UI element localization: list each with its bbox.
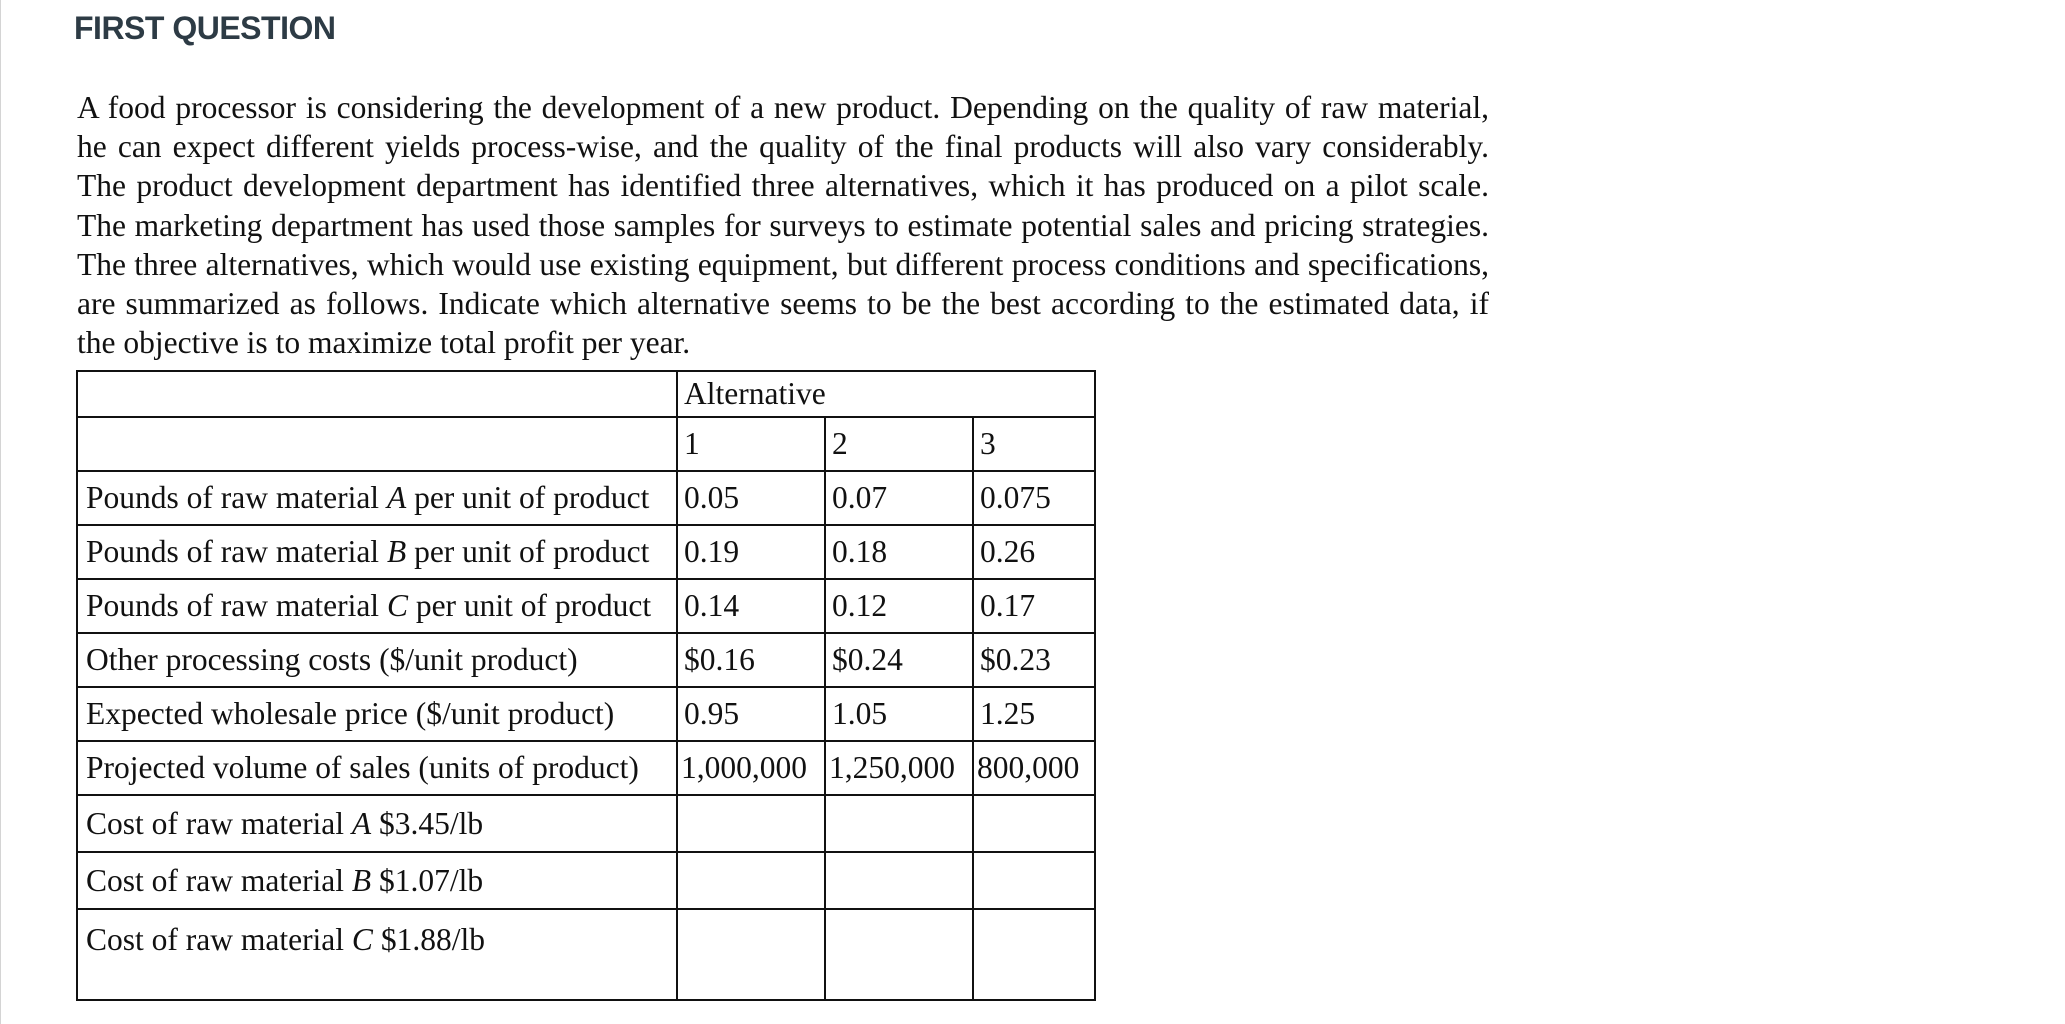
table-corner-cell: [77, 371, 677, 417]
row-value: [677, 852, 825, 909]
row-value: [677, 795, 825, 852]
row-value: 0.19: [677, 525, 825, 579]
column-header-2: 2: [825, 417, 973, 471]
row-value: 0.26: [973, 525, 1095, 579]
problem-statement: A food processor is considering the development of a new product. Depending on the quality of raw material, he can expect different yields process-wise, and the quality of the final products will also vary considerably. The product development department has identified three alternatives, which it has produced on a pilot scale. The marketing department has used those samples for surveys to estimate potential sales and pricing strategies. The three alternatives, which would use existing equipment, but different process conditions and specifications, are summarized as follows. Indicate which alternative seems to be the best according to the estimated data, if the objective is to maximize total profit per year.: [77, 90, 1489, 361]
table-column-header-row: [77, 417, 1095, 471]
row-value: 0.05: [677, 471, 825, 525]
row-value: [677, 909, 825, 1000]
row-label: Cost of raw material A $3.45/lb: [77, 795, 677, 852]
left-border-rule: [0, 0, 1, 1024]
table-row: [77, 579, 1095, 633]
row-label: Projected volume of sales (units of product): [77, 741, 677, 795]
row-label: Pounds of raw material A per unit of product: [77, 471, 677, 525]
row-value: 1.05: [825, 687, 973, 741]
column-header-1: 1: [677, 417, 825, 471]
row-value: [973, 909, 1095, 1000]
table-row: [77, 795, 1095, 852]
row-value: 0.075: [973, 471, 1095, 525]
row-label: Cost of raw material B $1.07/lb: [77, 852, 677, 909]
table-row: [77, 471, 1095, 525]
row-label: Pounds of raw material C per unit of product: [77, 579, 677, 633]
table-row: [77, 525, 1095, 579]
row-value: 1,250,000: [825, 741, 973, 795]
table-row: [77, 852, 1095, 909]
table-row: [77, 633, 1095, 687]
row-label: Expected wholesale price ($/unit product): [77, 687, 677, 741]
column-header-3: 3: [973, 417, 1095, 471]
row-value: 0.12: [825, 579, 973, 633]
alternatives-table: [76, 370, 1096, 1001]
row-value: [825, 795, 973, 852]
table-row: [77, 909, 1095, 1000]
row-value: $0.16: [677, 633, 825, 687]
row-value: 0.18: [825, 525, 973, 579]
row-value: 1.25: [973, 687, 1095, 741]
table-empty-cell: [77, 417, 677, 471]
row-label: Pounds of raw material B per unit of product: [77, 525, 677, 579]
alternative-group-header: Alternative: [677, 371, 1095, 417]
row-value: 1,000,000: [677, 741, 825, 795]
table-row: [77, 687, 1095, 741]
row-value: [825, 909, 973, 1000]
table-row: [77, 741, 1095, 795]
row-label: Cost of raw material C $1.88/lb: [77, 909, 677, 1000]
question-heading: FIRST QUESTION: [74, 10, 336, 46]
row-value: 0.07: [825, 471, 973, 525]
row-value: [825, 852, 973, 909]
row-value: 0.17: [973, 579, 1095, 633]
row-value: [973, 852, 1095, 909]
row-value: [973, 795, 1095, 852]
row-label: Other processing costs ($/unit product): [77, 633, 677, 687]
row-value: 800,000: [973, 741, 1095, 795]
row-value: 0.95: [677, 687, 825, 741]
table-group-header-row: [77, 371, 1095, 417]
row-value: 0.14: [677, 579, 825, 633]
row-value: $0.23: [973, 633, 1095, 687]
row-value: $0.24: [825, 633, 973, 687]
